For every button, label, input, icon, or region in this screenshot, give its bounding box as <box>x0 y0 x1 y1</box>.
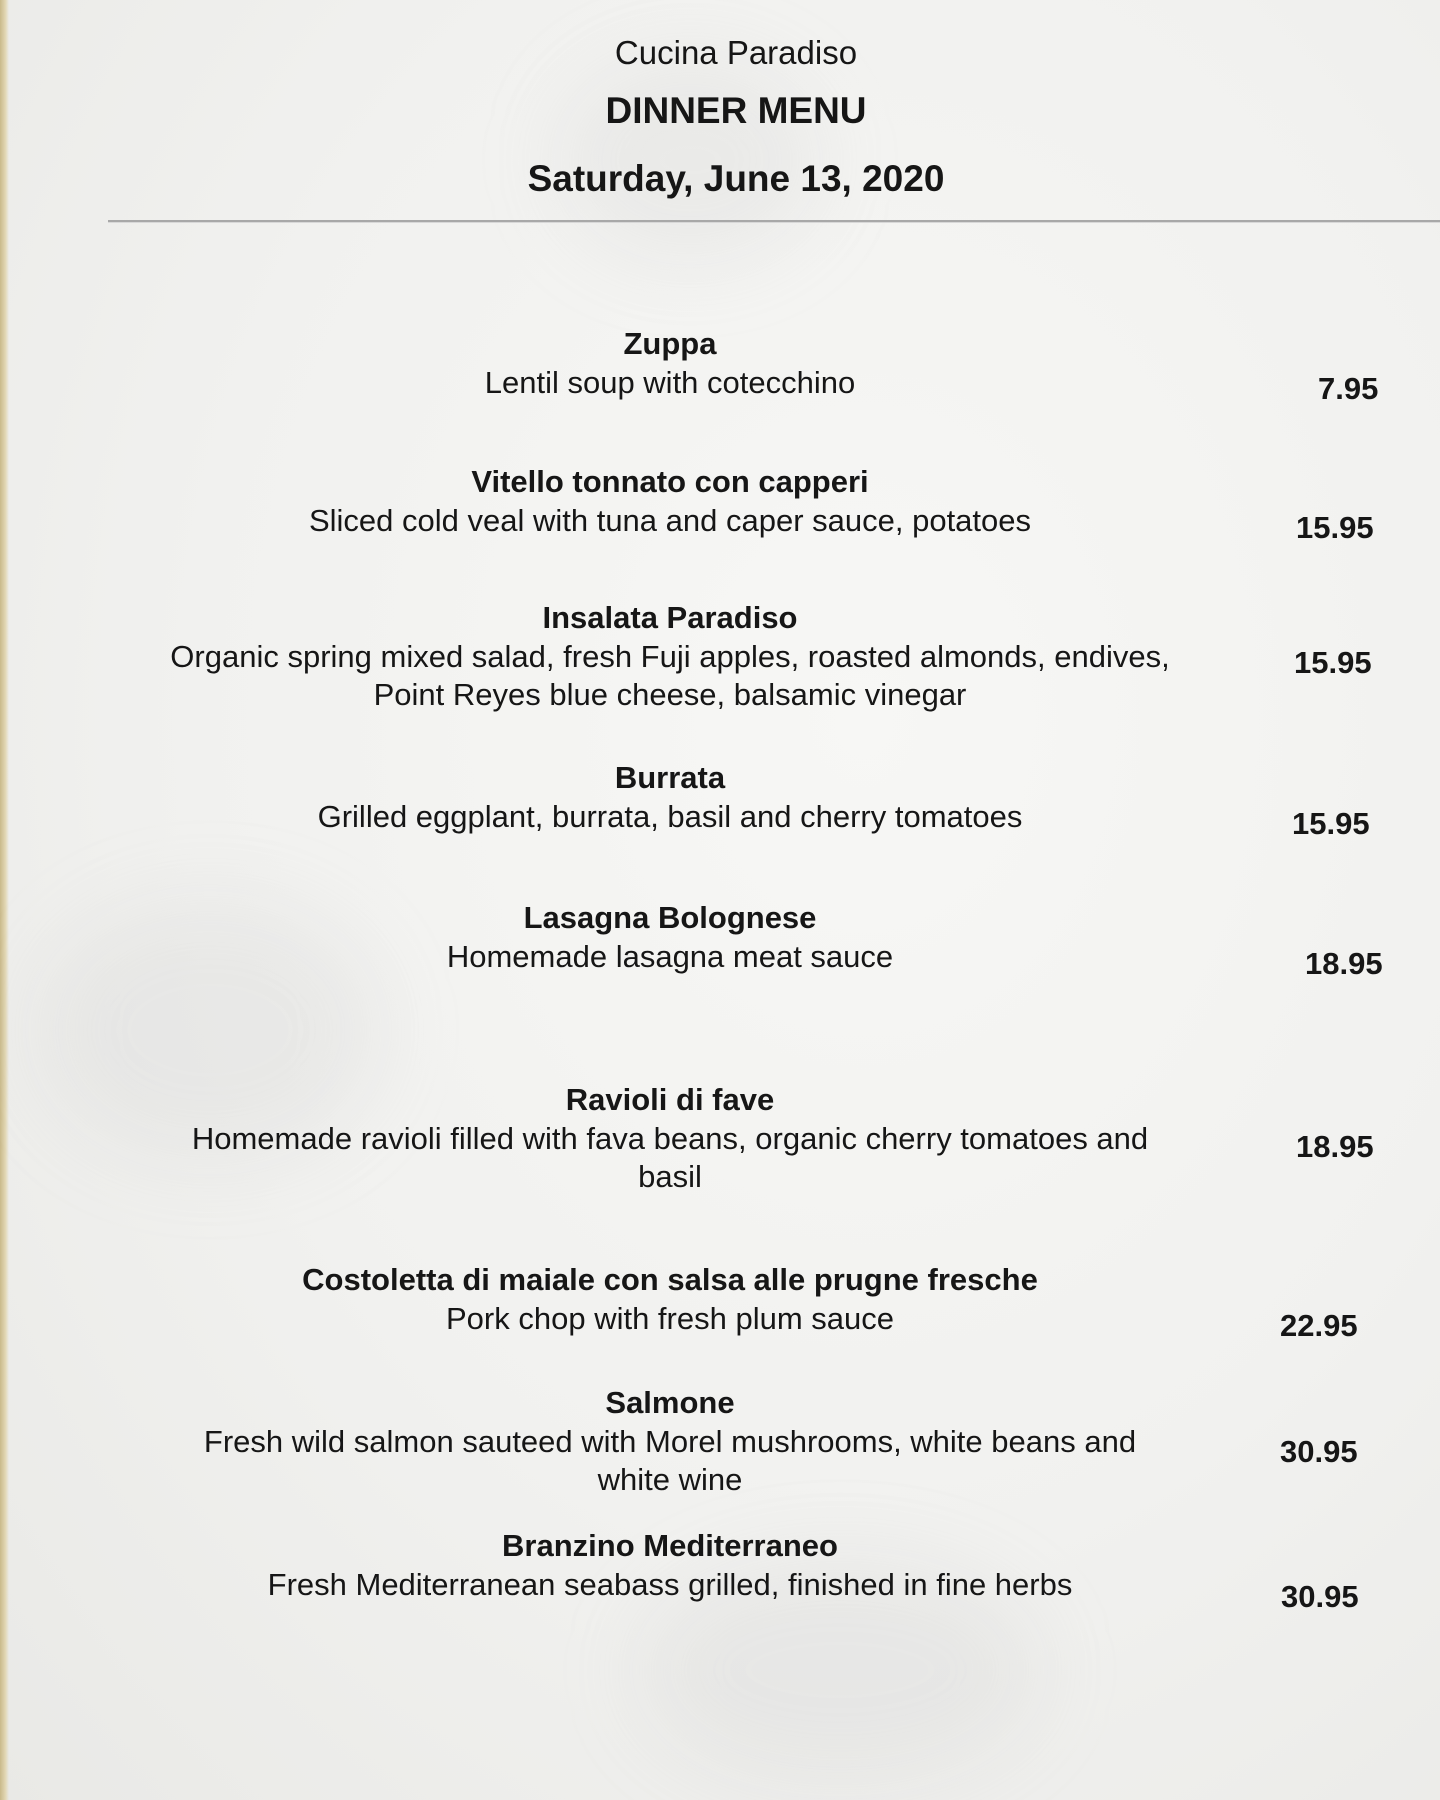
dish-name: Zuppa <box>623 326 717 361</box>
dish-price: 15.95 <box>1296 510 1374 545</box>
menu-item <box>100 324 1240 402</box>
dish-description: Grilled eggplant, burrata, basil and cherry tomatoes <box>317 799 1023 834</box>
dish-price: 22.95 <box>1280 1308 1358 1343</box>
dish-description: Organic spring mixed salad, fresh Fuji apples, roasted almonds, endives, Point Reyes blue cheese, balsamic vinegar <box>170 639 1170 712</box>
menu-date: Saturday, June 13, 2020 <box>527 158 945 199</box>
menu-item <box>100 1080 1240 1196</box>
menu-item <box>100 898 1240 976</box>
dish-name: Costoletta di maiale con salsa alle prugne fresche <box>302 1262 1038 1297</box>
dish-description: Homemade lasagna meat sauce <box>446 939 894 974</box>
dish-description: Pork chop with fresh plum sauce <box>446 1301 894 1336</box>
dish-description: Fresh wild salmon sauteed with Morel mushrooms, white beans and white wine <box>203 1424 1137 1497</box>
dish-price: 7.95 <box>1318 371 1379 406</box>
dish-description: Lentil soup with cotecchino <box>484 365 856 400</box>
dish-name: Lasagna Bolognese <box>523 900 817 935</box>
header-divider <box>108 220 1440 223</box>
menu-title: DINNER MENU <box>605 90 867 131</box>
menu-item <box>100 598 1240 714</box>
dish-price: 18.95 <box>1305 946 1383 981</box>
dish-name: Branzino Mediterraneo <box>502 1528 838 1563</box>
dish-price: 30.95 <box>1280 1434 1358 1469</box>
menu-item <box>100 758 1240 836</box>
dish-name: Insalata Paradiso <box>542 600 798 635</box>
dish-name: Burrata <box>614 760 726 795</box>
menu-item <box>100 1260 1240 1338</box>
paper-edge <box>0 0 9 1800</box>
menu-item <box>100 462 1240 540</box>
dish-description: Sliced cold veal with tuna and caper sauce, potatoes <box>308 503 1032 538</box>
dish-price: 15.95 <box>1292 806 1370 841</box>
dish-price: 30.95 <box>1281 1579 1359 1614</box>
restaurant-name: Cucina Paradiso <box>614 34 858 71</box>
menu-item <box>100 1383 1240 1499</box>
dish-price: 18.95 <box>1296 1129 1374 1164</box>
dish-description: Homemade ravioli filled with fava beans, organic cherry tomatoes and basil <box>191 1121 1149 1194</box>
dish-name: Vitello tonnato con capperi <box>471 464 869 499</box>
dish-description: Fresh Mediterranean seabass grilled, finished in fine herbs <box>267 1567 1073 1602</box>
menu-item <box>100 1526 1240 1604</box>
dish-name: Salmone <box>605 1385 735 1420</box>
dish-name: Ravioli di fave <box>565 1082 775 1117</box>
dish-price: 15.95 <box>1294 645 1372 680</box>
